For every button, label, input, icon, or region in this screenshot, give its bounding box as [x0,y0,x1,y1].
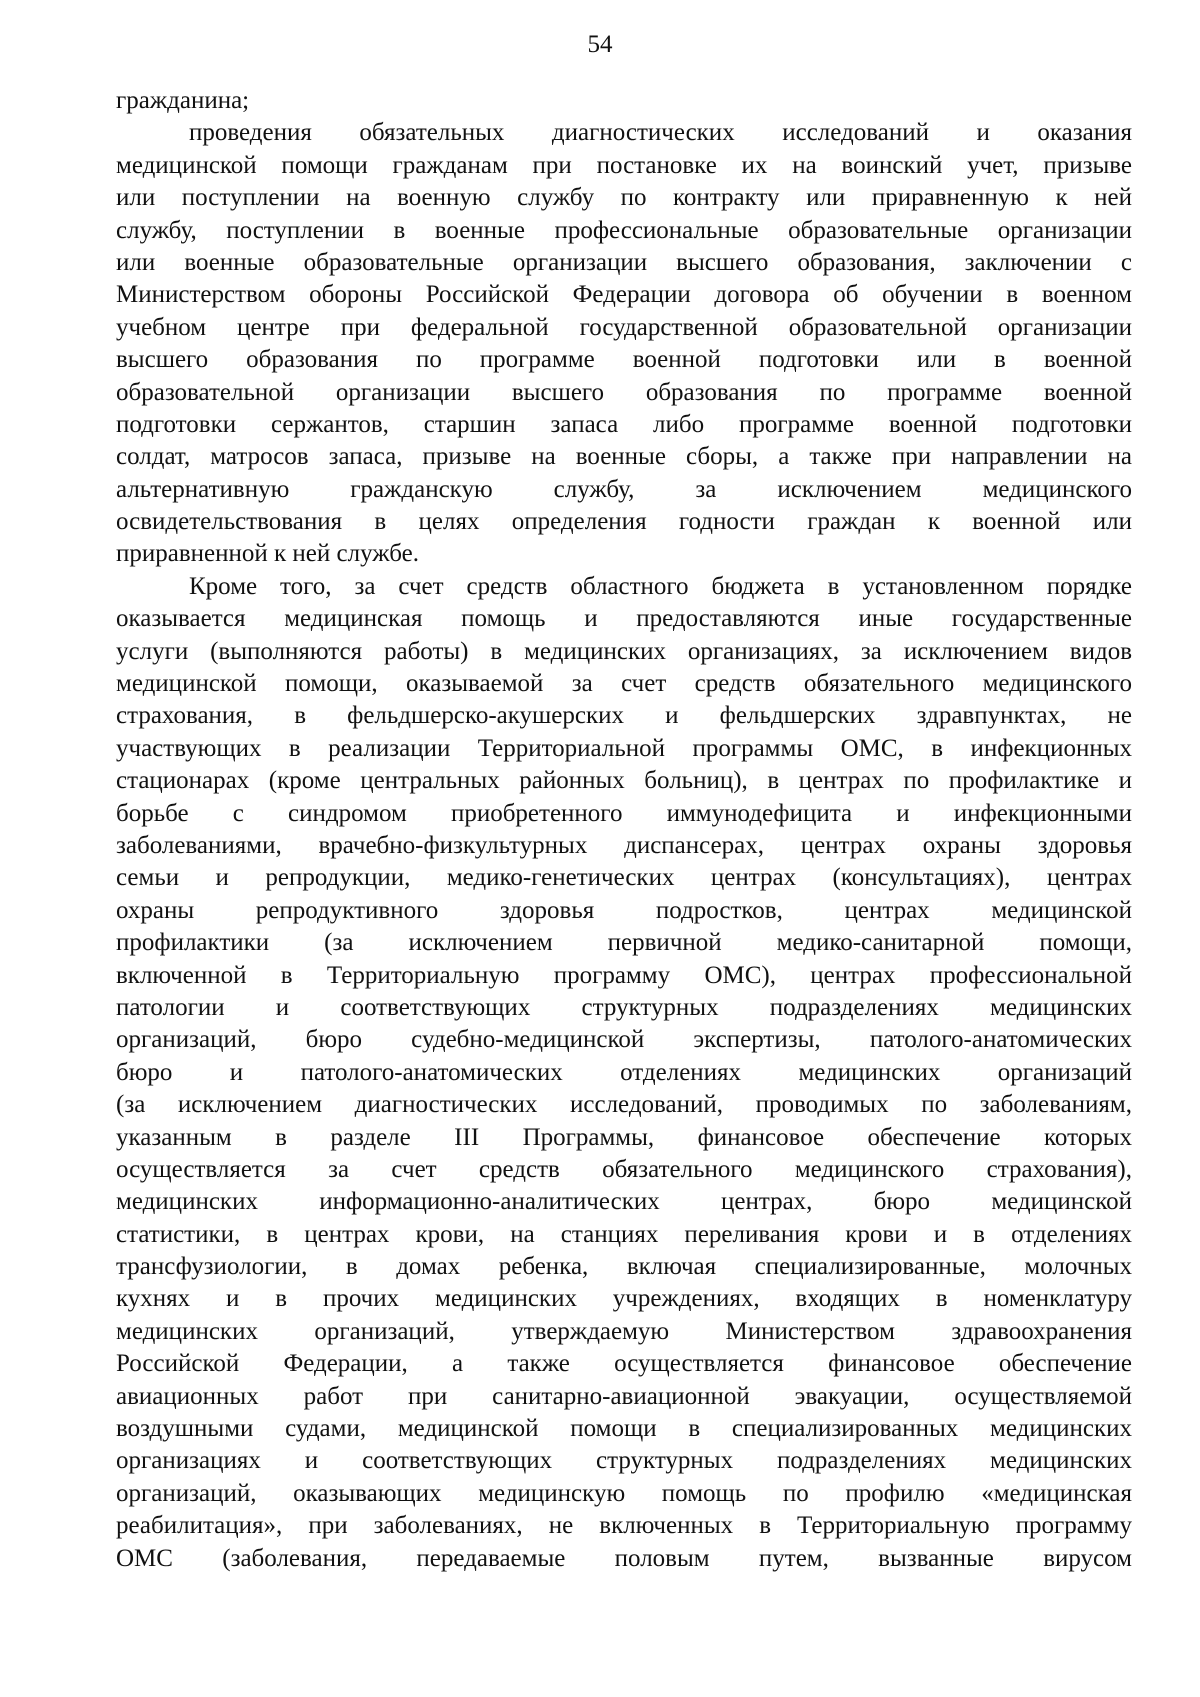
text-line: солдат, матросов запаса, призыве на военные сборы, а также при направлении на [116,443,1132,471]
text-line: проведения обязательных диагностических исследований и оказания [189,119,1132,147]
text-line: заболеваниями, врачебно-физкультурных диспансерах, центрах охраны здоровья [116,831,1132,859]
text-line: медицинских организаций, утверждаемую Министерством здравоохранения [116,1317,1132,1345]
text-line: включенной в Территориальную программу ОМС), центрах профессиональной [116,961,1132,989]
text-line: кухнях и в прочих медицинских учреждениях, входящих в номенклатуру [116,1285,1132,1313]
text-line: реабилитация», при заболеваниях, не включенных в Территориальную программу [116,1512,1132,1540]
text-line: организациях и соответствующих структурных подразделениях медицинских [116,1447,1132,1475]
text-line: семьи и репродукции, медико-генетических центрах (консультациях), центрах [116,864,1132,892]
text-line: воздушными судами, медицинской помощи в специализированных медицинских [116,1415,1132,1443]
text-line: образовательной организации высшего образования по программе военной [116,378,1132,406]
text-line: высшего образования по программе военной подготовки или в военной [116,346,1132,374]
text-line: авиационных работ при санитарно-авиационной эвакуации, осуществляемой [116,1382,1132,1410]
text-line: Российской Федерации, а также осуществляется финансовое обеспечение [116,1350,1132,1378]
text-line: альтернативную гражданскую службу, за исключением медицинского [116,475,1132,503]
text-line: трансфузиологии, в домах ребенка, включая специализированные, молочных [116,1253,1132,1281]
text-line: освидетельствования в целях определения годности граждан к военной или [116,508,1132,536]
text-line: указанным в разделе III Программы, финансовое обеспечение которых [116,1123,1132,1151]
text-line: организаций, бюро судебно-медицинской экспертизы, патолого-анатомических [116,1026,1132,1054]
text-line: или военные образовательные организации высшего образования, заключении с [116,248,1132,276]
text-line: страхования, в фельдшерско-акушерских и фельдшерских здравпунктах, не [116,702,1132,730]
text-line: подготовки сержантов, старшин запаса либо программе военной подготовки [116,410,1132,438]
text-line: Министерством обороны Российской Федерации договора об обучении в военном [116,281,1132,309]
text-line: медицинских информационно-аналитических центрах, бюро медицинской [116,1188,1132,1216]
text-line: осуществляется за счет средств обязательного медицинского страхования), [116,1155,1132,1183]
text-line: медицинской помощи гражданам при постановке их на воинский учет, призыве [116,151,1132,179]
text-line: статистики, в центрах крови, на станциях переливания крови и в отделениях [116,1220,1132,1248]
text-line: участвующих в реализации Территориальной программы ОМС, в инфекционных [116,734,1132,762]
text-line: или поступлении на военную службу по контракту или приравненную к ней [116,184,1132,212]
text-line: охраны репродуктивного здоровья подростков, центрах медицинской [116,896,1132,924]
text-line: ОМС (заболевания, передаваемые половым путем, вызванные вирусом [116,1544,1132,1572]
text-line: оказывается медицинская помощь и предоставляются иные государственные [116,605,1132,633]
text-line: патологии и соответствующих структурных подразделениях медицинских [116,993,1132,1021]
page-number: 54 [587,31,613,58]
text-line: услуги (выполняются работы) в медицинских организациях, за исключением видов [116,637,1132,665]
text-line: Кроме того, за счет средств областного бюджета в установленном порядке [189,572,1132,600]
text-line: организаций, оказывающих медицинскую помощь по профилю «медицинская [116,1479,1132,1507]
text-line: (за исключением диагностических исследований, проводимых по заболеваниям, [116,1091,1132,1119]
text-line: бюро и патолого-анатомических отделениях медицинских организаций [116,1058,1132,1086]
text-line: учебном центре при федеральной государственной образовательной организации [116,313,1132,341]
text-line: медицинской помощи, оказываемой за счет средств обязательного медицинского [116,670,1132,698]
text-line: борьбе с синдромом приобретенного иммунодефицита и инфекционными [116,799,1132,827]
text-line: приравненной к ней службе. [116,540,419,568]
body-text [116,85,1132,1575]
text-line: гражданина; [116,87,250,114]
text-line: службу, поступлении в военные профессиональные образовательные организации [116,216,1132,244]
text-line: стационарах (кроме центральных районных больниц), в центрах по профилактике и [116,767,1132,795]
text-line: профилактики (за исключением первичной медико-санитарной помощи, [116,929,1132,957]
